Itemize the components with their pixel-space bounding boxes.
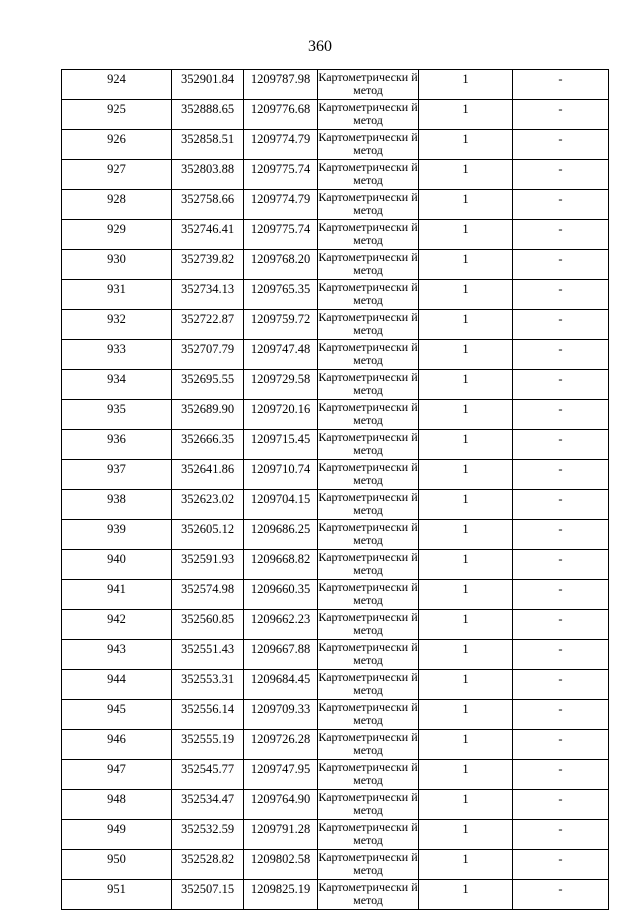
method-cell: Картометрически й метод xyxy=(318,880,419,910)
method-cell: Картометрически й метод xyxy=(318,610,419,640)
point-number-cell: 927 xyxy=(62,160,172,190)
method-cell: Картометрически й метод xyxy=(318,160,419,190)
description-cell: - xyxy=(513,700,609,730)
point-number-cell: 934 xyxy=(62,370,172,400)
x-coordinate-cell: 352551.43 xyxy=(172,640,244,670)
x-coordinate-cell: 352707.79 xyxy=(172,340,244,370)
accuracy-cell: 1 xyxy=(419,400,513,430)
method-cell: Картометрически й метод xyxy=(318,100,419,130)
accuracy-cell: 1 xyxy=(419,490,513,520)
description-cell: - xyxy=(513,70,609,100)
table-row xyxy=(62,820,609,850)
x-coordinate-cell: 352560.85 xyxy=(172,610,244,640)
point-number-cell: 942 xyxy=(62,610,172,640)
accuracy-cell: 1 xyxy=(419,250,513,280)
table-row xyxy=(62,520,609,550)
accuracy-cell: 1 xyxy=(419,430,513,460)
accuracy-cell: 1 xyxy=(419,190,513,220)
description-cell: - xyxy=(513,610,609,640)
description-cell: - xyxy=(513,400,609,430)
y-coordinate-cell: 1209764.90 xyxy=(244,790,318,820)
method-cell: Картометрически й метод xyxy=(318,820,419,850)
point-number-cell: 951 xyxy=(62,880,172,910)
description-cell: - xyxy=(513,880,609,910)
table-row xyxy=(62,790,609,820)
accuracy-cell: 1 xyxy=(419,220,513,250)
method-cell: Картометрически й метод xyxy=(318,550,419,580)
accuracy-cell: 1 xyxy=(419,340,513,370)
table-row xyxy=(62,610,609,640)
point-number-cell: 937 xyxy=(62,460,172,490)
x-coordinate-cell: 352545.77 xyxy=(172,760,244,790)
description-cell: - xyxy=(513,850,609,880)
method-cell: Картометрически й метод xyxy=(318,190,419,220)
y-coordinate-cell: 1209709.33 xyxy=(244,700,318,730)
method-cell: Картометрически й метод xyxy=(318,850,419,880)
description-cell: - xyxy=(513,730,609,760)
point-number-cell: 941 xyxy=(62,580,172,610)
point-number-cell: 940 xyxy=(62,550,172,580)
y-coordinate-cell: 1209720.16 xyxy=(244,400,318,430)
method-cell: Картометрически й метод xyxy=(318,400,419,430)
table-row xyxy=(62,280,609,310)
description-cell: - xyxy=(513,220,609,250)
table-row xyxy=(62,730,609,760)
y-coordinate-cell: 1209710.74 xyxy=(244,460,318,490)
y-coordinate-cell: 1209765.35 xyxy=(244,280,318,310)
x-coordinate-cell: 352739.82 xyxy=(172,250,244,280)
y-coordinate-cell: 1209660.35 xyxy=(244,580,318,610)
y-coordinate-cell: 1209726.28 xyxy=(244,730,318,760)
method-cell: Картометрически й метод xyxy=(318,520,419,550)
method-cell: Картометрически й метод xyxy=(318,370,419,400)
description-cell: - xyxy=(513,820,609,850)
point-number-cell: 935 xyxy=(62,400,172,430)
point-number-cell: 936 xyxy=(62,430,172,460)
description-cell: - xyxy=(513,160,609,190)
method-cell: Картометрически й метод xyxy=(318,700,419,730)
point-number-cell: 949 xyxy=(62,820,172,850)
accuracy-cell: 1 xyxy=(419,370,513,400)
description-cell: - xyxy=(513,250,609,280)
table-row xyxy=(62,100,609,130)
x-coordinate-cell: 352858.51 xyxy=(172,130,244,160)
y-coordinate-cell: 1209775.74 xyxy=(244,220,318,250)
table-row xyxy=(62,160,609,190)
table-row xyxy=(62,460,609,490)
method-cell: Картометрически й метод xyxy=(318,280,419,310)
y-coordinate-cell: 1209684.45 xyxy=(244,670,318,700)
description-cell: - xyxy=(513,760,609,790)
coordinates-table xyxy=(61,69,609,910)
x-coordinate-cell: 352746.41 xyxy=(172,220,244,250)
method-cell: Картометрически й метод xyxy=(318,790,419,820)
method-cell: Картометрически й метод xyxy=(318,640,419,670)
table-row xyxy=(62,370,609,400)
point-number-cell: 929 xyxy=(62,220,172,250)
accuracy-cell: 1 xyxy=(419,460,513,490)
page-number: 360 xyxy=(308,38,332,55)
x-coordinate-cell: 352555.19 xyxy=(172,730,244,760)
method-cell: Картометрически й метод xyxy=(318,460,419,490)
accuracy-cell: 1 xyxy=(419,730,513,760)
table-row xyxy=(62,670,609,700)
x-coordinate-cell: 352528.82 xyxy=(172,850,244,880)
x-coordinate-cell: 352605.12 xyxy=(172,520,244,550)
point-number-cell: 950 xyxy=(62,850,172,880)
accuracy-cell: 1 xyxy=(419,880,513,910)
method-cell: Картометрически й метод xyxy=(318,310,419,340)
table-row xyxy=(62,580,609,610)
description-cell: - xyxy=(513,550,609,580)
x-coordinate-cell: 352734.13 xyxy=(172,280,244,310)
y-coordinate-cell: 1209774.79 xyxy=(244,130,318,160)
method-cell: Картометрически й метод xyxy=(318,730,419,760)
description-cell: - xyxy=(513,670,609,700)
y-coordinate-cell: 1209775.74 xyxy=(244,160,318,190)
description-cell: - xyxy=(513,130,609,160)
accuracy-cell: 1 xyxy=(419,280,513,310)
table-row xyxy=(62,190,609,220)
description-cell: - xyxy=(513,280,609,310)
x-coordinate-cell: 352507.15 xyxy=(172,880,244,910)
description-cell: - xyxy=(513,190,609,220)
point-number-cell: 925 xyxy=(62,100,172,130)
method-cell: Картометрически й метод xyxy=(318,250,419,280)
point-number-cell: 943 xyxy=(62,640,172,670)
point-number-cell: 930 xyxy=(62,250,172,280)
accuracy-cell: 1 xyxy=(419,850,513,880)
point-number-cell: 938 xyxy=(62,490,172,520)
y-coordinate-cell: 1209774.79 xyxy=(244,190,318,220)
y-coordinate-cell: 1209787.98 xyxy=(244,70,318,100)
x-coordinate-cell: 352758.66 xyxy=(172,190,244,220)
accuracy-cell: 1 xyxy=(419,310,513,340)
description-cell: - xyxy=(513,520,609,550)
y-coordinate-cell: 1209686.25 xyxy=(244,520,318,550)
x-coordinate-cell: 352689.90 xyxy=(172,400,244,430)
method-cell: Картометрически й метод xyxy=(318,580,419,610)
x-coordinate-cell: 352641.86 xyxy=(172,460,244,490)
y-coordinate-cell: 1209747.95 xyxy=(244,760,318,790)
y-coordinate-cell: 1209704.15 xyxy=(244,490,318,520)
y-coordinate-cell: 1209715.45 xyxy=(244,430,318,460)
method-cell: Картометрически й метод xyxy=(318,670,419,700)
point-number-cell: 933 xyxy=(62,340,172,370)
description-cell: - xyxy=(513,790,609,820)
y-coordinate-cell: 1209729.58 xyxy=(244,370,318,400)
y-coordinate-cell: 1209825.19 xyxy=(244,880,318,910)
y-coordinate-cell: 1209747.48 xyxy=(244,340,318,370)
table-row xyxy=(62,880,609,910)
accuracy-cell: 1 xyxy=(419,550,513,580)
point-number-cell: 928 xyxy=(62,190,172,220)
table-row xyxy=(62,130,609,160)
accuracy-cell: 1 xyxy=(419,100,513,130)
x-coordinate-cell: 352574.98 xyxy=(172,580,244,610)
description-cell: - xyxy=(513,370,609,400)
table-row xyxy=(62,70,609,100)
point-number-cell: 945 xyxy=(62,700,172,730)
description-cell: - xyxy=(513,490,609,520)
table-row xyxy=(62,850,609,880)
method-cell: Картометрически й метод xyxy=(318,430,419,460)
point-number-cell: 944 xyxy=(62,670,172,700)
x-coordinate-cell: 352532.59 xyxy=(172,820,244,850)
x-coordinate-cell: 352901.84 xyxy=(172,70,244,100)
y-coordinate-cell: 1209768.20 xyxy=(244,250,318,280)
table-row xyxy=(62,640,609,670)
x-coordinate-cell: 352888.65 xyxy=(172,100,244,130)
description-cell: - xyxy=(513,310,609,340)
point-number-cell: 932 xyxy=(62,310,172,340)
accuracy-cell: 1 xyxy=(419,700,513,730)
description-cell: - xyxy=(513,640,609,670)
table-row xyxy=(62,310,609,340)
point-number-cell: 939 xyxy=(62,520,172,550)
x-coordinate-cell: 352803.88 xyxy=(172,160,244,190)
table-row xyxy=(62,760,609,790)
accuracy-cell: 1 xyxy=(419,520,513,550)
accuracy-cell: 1 xyxy=(419,70,513,100)
table-row xyxy=(62,550,609,580)
x-coordinate-cell: 352666.35 xyxy=(172,430,244,460)
y-coordinate-cell: 1209667.88 xyxy=(244,640,318,670)
description-cell: - xyxy=(513,460,609,490)
description-cell: - xyxy=(513,430,609,460)
description-cell: - xyxy=(513,340,609,370)
accuracy-cell: 1 xyxy=(419,640,513,670)
table-row xyxy=(62,400,609,430)
method-cell: Картометрически й метод xyxy=(318,70,419,100)
method-cell: Картометрически й метод xyxy=(318,490,419,520)
accuracy-cell: 1 xyxy=(419,820,513,850)
point-number-cell: 947 xyxy=(62,760,172,790)
point-number-cell: 924 xyxy=(62,70,172,100)
x-coordinate-cell: 352722.87 xyxy=(172,310,244,340)
y-coordinate-cell: 1209791.28 xyxy=(244,820,318,850)
x-coordinate-cell: 352534.47 xyxy=(172,790,244,820)
point-number-cell: 931 xyxy=(62,280,172,310)
x-coordinate-cell: 352591.93 xyxy=(172,550,244,580)
method-cell: Картометрически й метод xyxy=(318,130,419,160)
y-coordinate-cell: 1209668.82 xyxy=(244,550,318,580)
description-cell: - xyxy=(513,580,609,610)
accuracy-cell: 1 xyxy=(419,790,513,820)
table-row xyxy=(62,430,609,460)
method-cell: Картометрически й метод xyxy=(318,760,419,790)
y-coordinate-cell: 1209776.68 xyxy=(244,100,318,130)
description-cell: - xyxy=(513,100,609,130)
accuracy-cell: 1 xyxy=(419,670,513,700)
table-row xyxy=(62,490,609,520)
accuracy-cell: 1 xyxy=(419,580,513,610)
y-coordinate-cell: 1209662.23 xyxy=(244,610,318,640)
point-number-cell: 946 xyxy=(62,730,172,760)
table-body xyxy=(62,70,609,910)
table-row xyxy=(62,220,609,250)
point-number-cell: 926 xyxy=(62,130,172,160)
x-coordinate-cell: 352553.31 xyxy=(172,670,244,700)
y-coordinate-cell: 1209802.58 xyxy=(244,850,318,880)
y-coordinate-cell: 1209759.72 xyxy=(244,310,318,340)
x-coordinate-cell: 352695.55 xyxy=(172,370,244,400)
accuracy-cell: 1 xyxy=(419,610,513,640)
point-number-cell: 948 xyxy=(62,790,172,820)
table-row xyxy=(62,250,609,280)
x-coordinate-cell: 352556.14 xyxy=(172,700,244,730)
accuracy-cell: 1 xyxy=(419,130,513,160)
accuracy-cell: 1 xyxy=(419,160,513,190)
method-cell: Картометрически й метод xyxy=(318,340,419,370)
table-row xyxy=(62,340,609,370)
accuracy-cell: 1 xyxy=(419,760,513,790)
x-coordinate-cell: 352623.02 xyxy=(172,490,244,520)
table-row xyxy=(62,700,609,730)
method-cell: Картометрически й метод xyxy=(318,220,419,250)
